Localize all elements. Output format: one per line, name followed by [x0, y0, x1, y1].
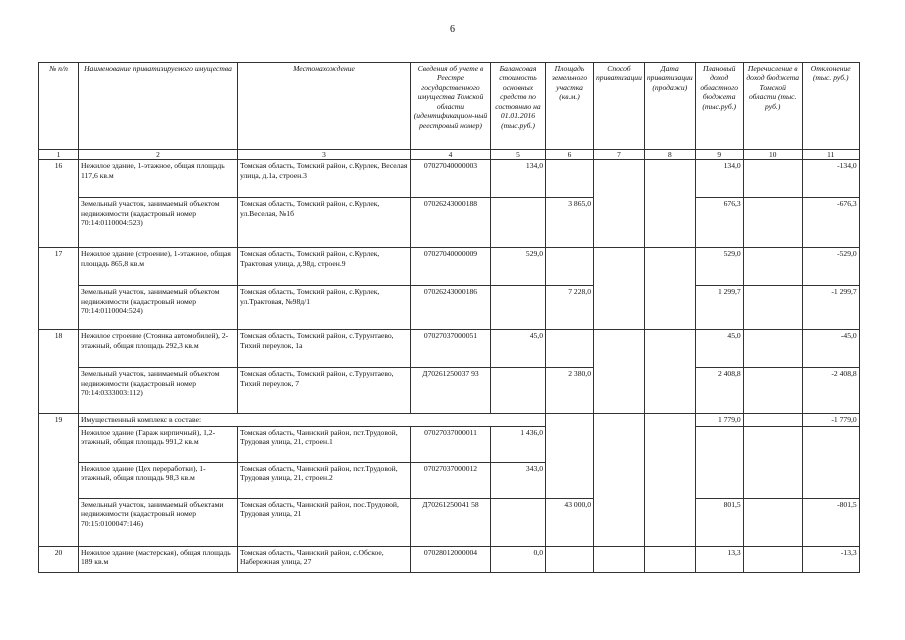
deviation: -134,0 [802, 160, 859, 198]
column-number: 8 [644, 150, 695, 160]
table-row [39, 546, 860, 572]
registry-number: 07027037000051 [411, 330, 491, 368]
privatization-date [644, 414, 695, 546]
deviation: -801,5 [802, 498, 859, 546]
table-row [39, 330, 860, 368]
table-row [39, 498, 860, 546]
table-row [39, 198, 860, 248]
balance-value [491, 198, 546, 248]
deviation: -676,3 [802, 198, 859, 248]
object-location: Томская область, Чаинский район, пст.Трудовой, Трудовая улица, 21, строен.1 [238, 426, 411, 462]
object-name: Земельный участок, занимаемый объектом недвижимости (кадастровый номер 70:14:0333003:112) [79, 368, 238, 414]
balance-value [491, 498, 546, 546]
column-number: 11 [802, 150, 859, 160]
privatization-method [594, 414, 645, 546]
planned-income: 13,3 [695, 546, 743, 572]
balance-value [491, 368, 546, 414]
registry-number: 07026243000186 [411, 286, 491, 330]
land-area [546, 248, 594, 286]
column-number: 5 [491, 150, 546, 160]
object-location: Томская область, Томский район, с.Курлек, Трактовая улица, д.98д, строен.9 [238, 248, 411, 286]
header-location: Местонахождение [238, 63, 411, 150]
object-location: Томская область, Томский район, с.Турунтаево, Тихий переулок, 7 [238, 368, 411, 414]
page-number: 6 [450, 24, 455, 35]
deviation: -529,0 [802, 248, 859, 286]
row-number: 16 [39, 160, 79, 248]
deviation: -45,0 [802, 330, 859, 368]
complex-header-row [39, 414, 860, 426]
land-area: 3 865,0 [546, 198, 594, 248]
transferred-amount [743, 368, 802, 414]
privatization-date [644, 546, 695, 572]
header-name: Наименование приватизируемого имущества [79, 63, 238, 150]
complex-title: Имущественный комплекс в составе: [79, 414, 546, 426]
transferred-amount [743, 546, 802, 572]
table-row [39, 160, 860, 198]
deviation: -13,3 [802, 546, 859, 572]
object-name: Земельный участок, занимаемый объектом недвижимости (кадастровый номер 70:14:0110004:523) [79, 198, 238, 248]
land-area [546, 160, 594, 198]
object-location: Томская область, Томский район, с.Курлек, ул.Трактовая, №98д/1 [238, 286, 411, 330]
balance-value: 529,0 [491, 248, 546, 286]
transferred-amount [743, 498, 802, 546]
planned-income: 801,5 [695, 498, 743, 546]
header-method: Способ приватизации [594, 63, 645, 150]
deviation: -1 779,0 [802, 414, 859, 426]
balance-value: 134,0 [491, 160, 546, 198]
object-location: Томская область, Томский район, с.Курлек, Веселая улица, д.1а, строен.3 [238, 160, 411, 198]
object-name: Земельный участок, занимаемый объектом недвижимости (кадастровый номер 70:14:0110004:524) [79, 286, 238, 330]
planned-income: 529,0 [695, 248, 743, 286]
column-number: 1 [39, 150, 79, 160]
header-registry: Сведения об учете в Реестре государственного имущества Томской области (идентификацион-ный реестровый номер) [411, 63, 491, 150]
object-location: Томская область, Чаинский район, пст.Трудовой, Трудовая улица, 21, строен.2 [238, 462, 411, 498]
header-row [39, 63, 860, 150]
table-row [39, 426, 860, 462]
privatization-method [594, 330, 645, 414]
table-row [39, 368, 860, 414]
land-area [546, 414, 594, 498]
object-location: Томская область, Чаинский район, пос.Трудовой, Трудовая улица, 21 [238, 498, 411, 546]
planned-income: 2 408,8 [695, 368, 743, 414]
header-num: № п/п [39, 63, 79, 150]
header-balance: Балансовая стоимость основных средств по состоянию на 01.01.2016 (тыс.руб.) [491, 63, 546, 150]
deviation: -2 408,8 [802, 368, 859, 414]
column-number: 3 [238, 150, 411, 160]
registry-number: 07027037000012 [411, 462, 491, 498]
registry-number: 07027037000011 [411, 426, 491, 462]
privatization-method [594, 160, 645, 248]
registry-number: 07027040000009 [411, 248, 491, 286]
transferred-amount [743, 198, 802, 248]
registry-number: 07028012000004 [411, 546, 491, 572]
object-name: Нежилое здание (Гараж кирпичный), 1,2-этажный, общая площадь 991,2 кв.м [79, 426, 238, 462]
header-deviation: Отклонение (тыс. руб.) [802, 63, 859, 150]
balance-value [491, 286, 546, 330]
privatization-table [38, 62, 860, 573]
deviation: -1 299,7 [802, 286, 859, 330]
privatization-date [644, 248, 695, 330]
transferred-amount [743, 426, 802, 498]
transferred-amount [743, 414, 802, 426]
planned-income: 45,0 [695, 330, 743, 368]
table-row [39, 248, 860, 286]
planned-income: 134,0 [695, 160, 743, 198]
planned-income: 1 299,7 [695, 286, 743, 330]
column-number: 9 [695, 150, 743, 160]
table-row [39, 286, 860, 330]
column-number: 6 [546, 150, 594, 160]
land-area: 7 228,0 [546, 286, 594, 330]
object-name: Земельный участок, занимаемый объектами недвижимости (кадастровый номер 70:15:0100047:146) [79, 498, 238, 546]
header-area: Площадь земельного участка (кв.м.) [546, 63, 594, 150]
land-area [546, 330, 594, 368]
row-number: 20 [39, 546, 79, 572]
planned-income: 1 779,0 [695, 414, 743, 426]
registry-number: 07027040000003 [411, 160, 491, 198]
registry-number: 07026243000188 [411, 198, 491, 248]
header-planned-income: Плановый доход областного бюджета (тыс.руб.) [695, 63, 743, 150]
registry-number: Д70261250037 93 [411, 368, 491, 414]
header-date: Дата приватизации (продажи) [644, 63, 695, 150]
balance-value: 45,0 [491, 330, 546, 368]
row-number: 18 [39, 330, 79, 414]
object-name: Нежилое здание (Цех переработки), 1-этажный, общая площадь 98,3 кв.м [79, 462, 238, 498]
transferred-amount [743, 160, 802, 198]
planned-income [695, 426, 743, 498]
object-name: Нежилое здание (мастерская), общая площадь 189 кв.м [79, 546, 238, 572]
transferred-amount [743, 330, 802, 368]
object-location: Томская область, Томский район, с.Курлек, ул.Веселая, №1б [238, 198, 411, 248]
balance-value: 0,0 [491, 546, 546, 572]
column-number: 4 [411, 150, 491, 160]
object-location: Томская область, Чаинский район, с.Обское, Набережная улица, 27 [238, 546, 411, 572]
privatization-method [594, 248, 645, 330]
land-area [546, 546, 594, 572]
balance-value: 343,0 [491, 462, 546, 498]
object-name: Нежилое здание (строение), 1-этажное, общая площадь 865,8 кв.м [79, 248, 238, 286]
column-number: 2 [79, 150, 238, 160]
planned-income: 676,3 [695, 198, 743, 248]
deviation [802, 426, 859, 498]
land-area: 43 000,0 [546, 498, 594, 546]
column-number: 7 [594, 150, 645, 160]
column-number: 10 [743, 150, 802, 160]
transferred-amount [743, 286, 802, 330]
balance-value: 1 436,0 [491, 426, 546, 462]
row-number: 19 [39, 414, 79, 546]
object-name: Нежилое строение (Стоянка автомобилей), 2-этажный, общая площадь 292,3 кв.м [79, 330, 238, 368]
registry-number: Д70261250041 58 [411, 498, 491, 546]
object-name: Нежилое здание, 1-этажное, общая площадь 117,6 кв.м [79, 160, 238, 198]
header-transferred: Перечисление в доход бюджета Томской области (тыс. руб.) [743, 63, 802, 150]
transferred-amount [743, 248, 802, 286]
row-number: 17 [39, 248, 79, 330]
land-area: 2 380,0 [546, 368, 594, 414]
column-number-row [39, 150, 860, 160]
object-location: Томская область, Томский район, с.Турунтаево, Тихий переулок, 1а [238, 330, 411, 368]
privatization-method [594, 546, 645, 572]
privatization-date [644, 330, 695, 414]
privatization-date [644, 160, 695, 248]
